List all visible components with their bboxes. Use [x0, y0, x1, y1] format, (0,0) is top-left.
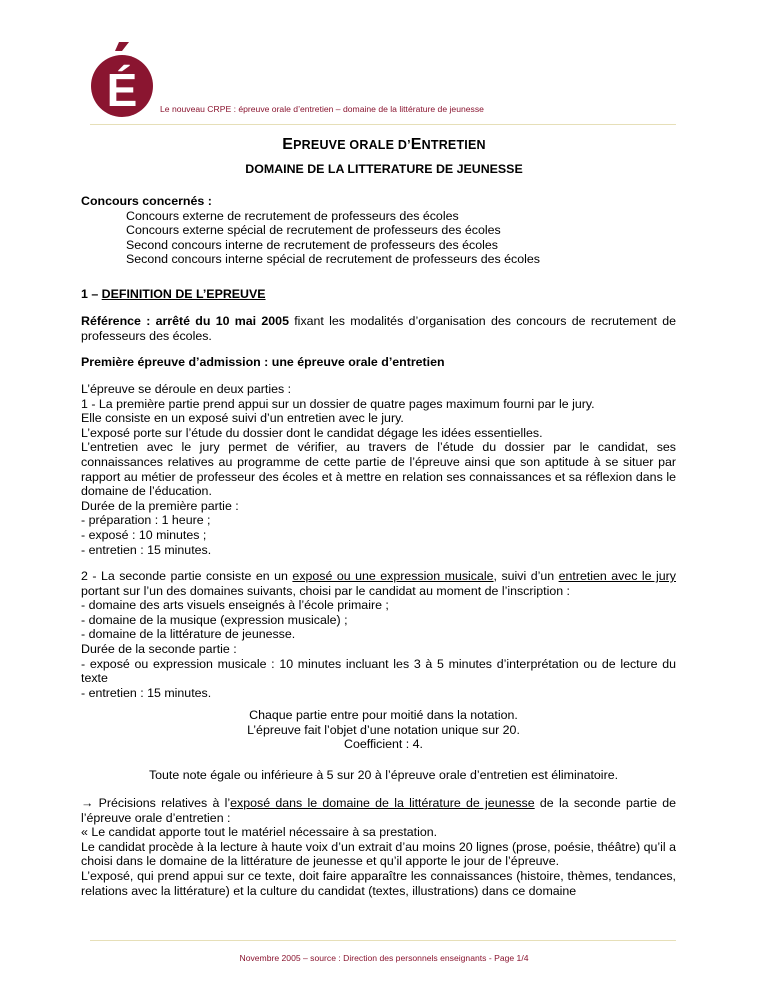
running-header: Le nouveau CRPE : épreuve orale d’entretien – domaine de la littérature de jeunesse [160, 104, 484, 114]
concours-block [81, 194, 676, 267]
list-item: Second concours interne spécial de recrutement de professeurs des écoles [126, 252, 540, 267]
logo-accent-icon [115, 42, 129, 51]
reference-paragraph: Référence : arrêté du 10 mai 2005 fixant les modalités d’organisation des concours de recrutement de professeurs des écoles. [81, 314, 676, 343]
part2-paragraph: 2 - La seconde partie consiste en un exposé ou une expression musicale, suivi d’un entretien avec le jury portant sur l’un des domaines suivants, choisi par le candidat au moment de l’inscription : - domaine des arts visuels enseignés à l’école primaire ; - domaine de la musique (expression musicale) ; - domaine de la littérature de jeunesse. Durée de la seconde partie : - exposé ou expression musicale : 10 minutes incluant les 3 à 5 minutes d’interprétation ou de lecture du texte - entretien : 15 minutes. [81, 569, 677, 700]
notation-block: Chaque partie entre pour moitié dans la notation. L’épreuve fait l’objet d’une notation unique sur 20. Coefficient : 4. [247, 708, 520, 752]
first-test-heading: Première épreuve d’admission : une épreuve orale d’entretien [81, 355, 445, 369]
page-subtitle: DOMAINE DE LA LITTERATURE DE JEUNESSE [245, 162, 523, 176]
footer-divider [90, 940, 676, 941]
part1-paragraph: L’épreuve se déroule en deux parties : 1 - La première partie prend appui sur un dossier de quatre pages maximum fourni par le jury. Elle consiste en un exposé suivi d’un entretien avec le jury. L’exposé porte sur l’étude du dossier dont le candidat dégage les idées essentielles. L’entretien avec le jury permet de vérifier, au travers de l’étude du dossier par le candidat, ses connaissances relatives au programme de cette partie de l’épreuve ainsi que son aptitude à se situer par rapport au métier de professeur des écoles et à mettre en relation ses connaissances et sa réflexion dans le domaine de l’éducation. Durée de la première partie : - préparation : 1 heure ; - exposé : 10 minutes ; - entretien : 15 minutes. [81, 382, 676, 557]
precisions-paragraph: → Précisions relatives à l’exposé dans le domaine de la littérature de jeunesse de la seconde partie de l’épreuve orale d’entretien : « Le candidat apporte tout le matériel nécessaire à sa prestation. Le candidat procède à la lecture à haute voix d’un extrait d’au moins 20 lignes (prose, poésie, théâtre) qu’il a choisi dans le domaine de la littérature de jeunesse et qu’il apporte le jour de l’épreuve. L’exposé, qui prend appui sur ce texte, doit faire apparaître les connaissances (histoire, thèmes, tendances, relations avec la littérature) et la culture du candidat (textes, illustrations) dans ce domaine [81, 796, 676, 898]
page-footer: Novembre 2005 – source : Direction des personnels enseignants - Page 1/4 [239, 953, 529, 963]
logo-letter: É [106, 64, 138, 116]
list-item: Second concours interne de recrutement de professeurs des écoles [126, 237, 498, 252]
header-divider [90, 124, 676, 125]
concours-heading: Concours concernés : [81, 194, 212, 208]
page-title: EPREUVE ORALE D’ENTRETIEN [282, 136, 486, 153]
education-nationale-logo [89, 40, 155, 118]
list-item: Concours externe spécial de recrutement de professeurs des écoles [126, 223, 501, 238]
list-item: Concours externe de recrutement de professeurs des écoles [126, 208, 459, 223]
eliminatory-note: Toute note égale ou inférieure à 5 sur 20 à l’épreuve orale d’entretien est éliminatoire. [148, 768, 619, 782]
section-heading: 1 – DEFINITION DE L’EPREUVE [81, 287, 266, 301]
